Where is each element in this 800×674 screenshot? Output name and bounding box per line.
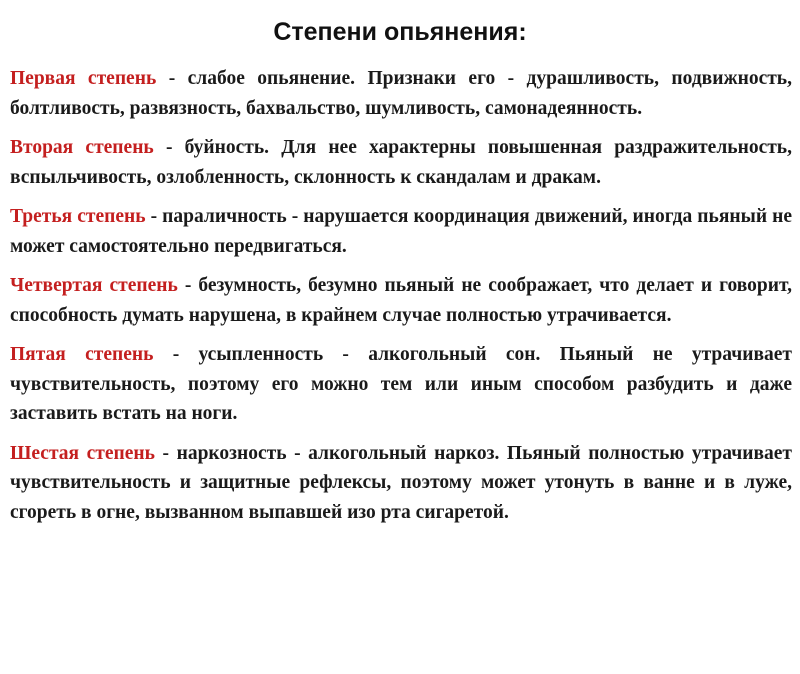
degree-description: - параличность - нарушается координация движений, иногда пьяный не может самостоятельно передвигаться. xyxy=(10,206,793,257)
degree-item-2 xyxy=(10,133,792,192)
degree-term: Пятая степень xyxy=(10,344,154,365)
degrees-list xyxy=(10,64,792,537)
degree-term: Четвертая степень xyxy=(10,275,178,296)
degree-description: - наркозность - алкогольный наркоз. Пьяный полностью утрачивает чувствительность и защитные рефлексы, поэтому может утонуть в ванне и в луже, сгореть в огне, вызванном выпавшей изо рта сигаретой. xyxy=(10,442,792,523)
degree-description: - безумность, безумно пьяный не соображает, что делает и говорит, способность думать нарушена, в крайнем случае полностью утрачивается. xyxy=(10,275,792,326)
degree-item-6 xyxy=(10,439,792,528)
degree-term: Шестая степень xyxy=(10,442,155,464)
degree-description: - усыпленность - алкогольный сон. Пьяный не утрачивает чувствительность, поэтому его можно тем или иным способом разбудить и даже заставить встать на ноги. xyxy=(10,344,792,424)
page-title: Степени опьянения: xyxy=(273,18,527,46)
degree-item-3 xyxy=(10,202,792,261)
degree-description: - буйность. Для нее характерны повышенная раздражительность, вспыльчивость, озлобленность, склонность к скандалам и дракам. xyxy=(10,137,792,188)
degree-item-5 xyxy=(10,340,792,429)
degree-term: Первая степень xyxy=(10,68,157,89)
degree-item-4 xyxy=(10,271,792,330)
degree-description: - слабое опьянение. Признаки его - дурашливость, подвижность, болтливость, развязность, бахвальство, шумливость, самонадеянность. xyxy=(10,68,792,119)
degree-item-1 xyxy=(10,64,792,123)
degree-term: Третья степень xyxy=(10,206,146,227)
degree-term: Вторая степень xyxy=(10,137,154,158)
